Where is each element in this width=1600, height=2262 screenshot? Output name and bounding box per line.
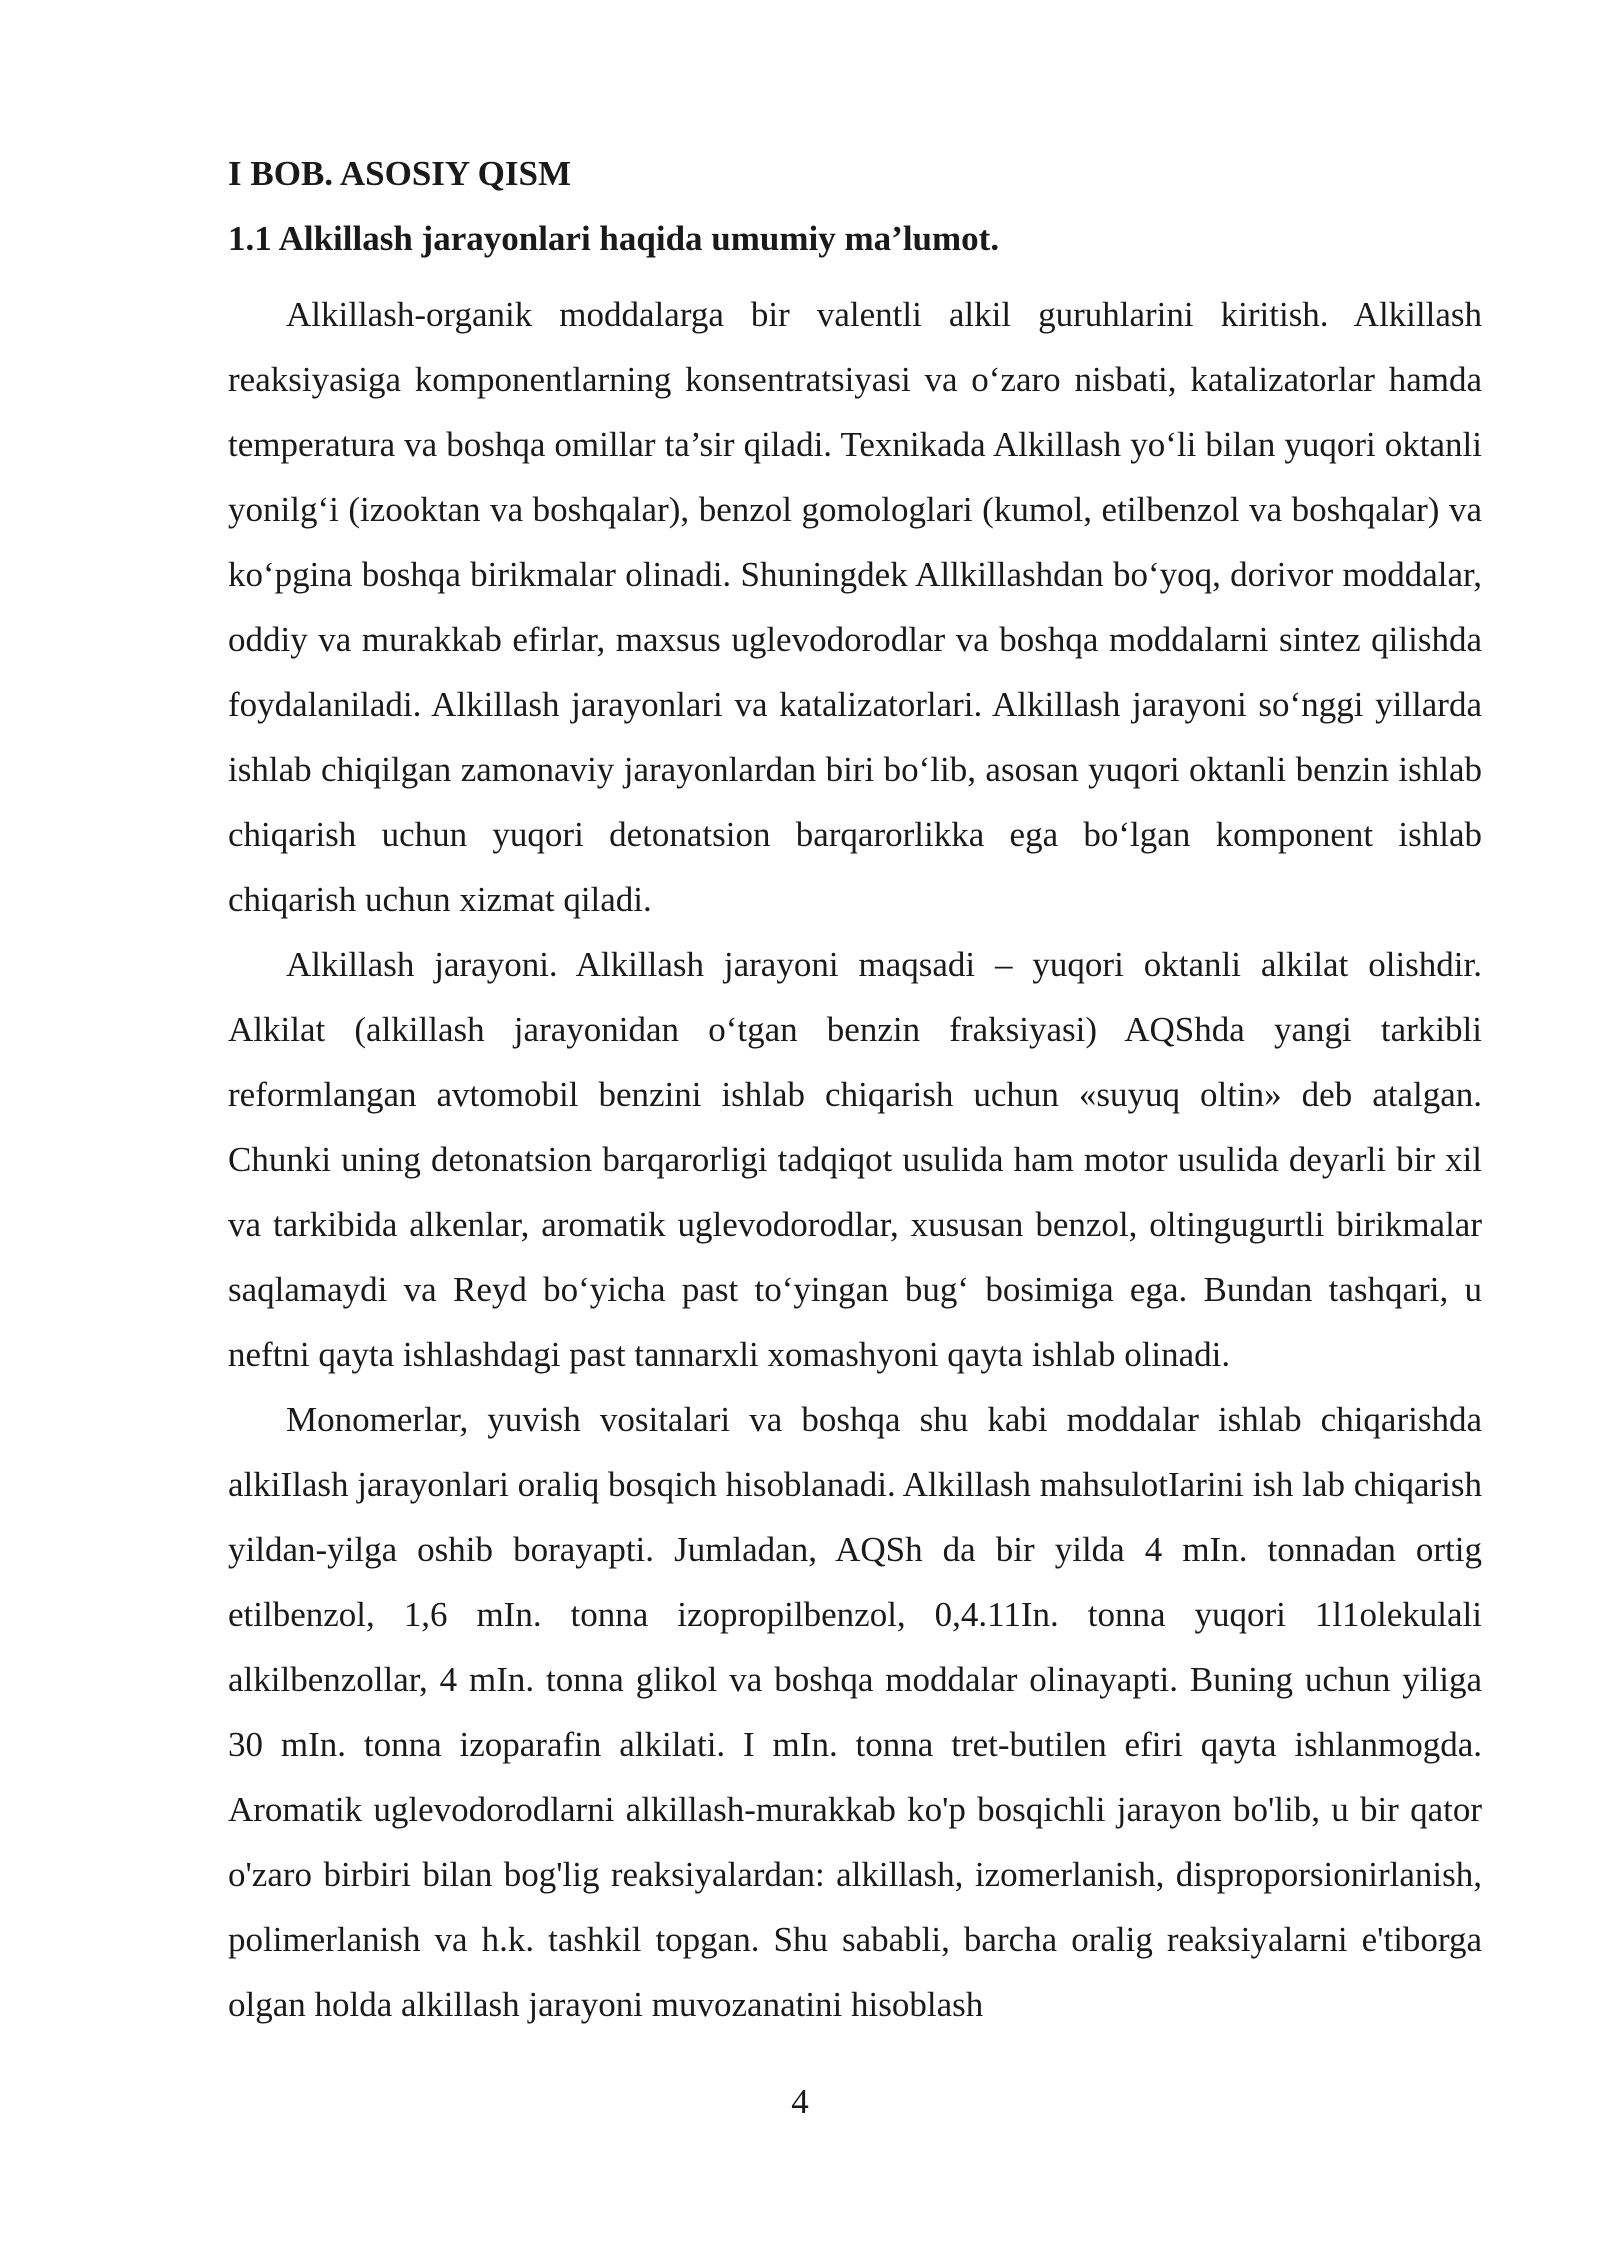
section-title: 1.1 Alkillash jarayonlari haqida umumiy ma’lumot. (228, 219, 1000, 258)
paragraph-3: Monomerlar, yuvish vositalari va boshqa shu kabi moddalar ishlab chiqarishda alkiIlash jarayonlari oraliq bosqich hisoblanadi. Alkillash mahsulotIarini ish lab chiqarish yildan-yilga oshib borayapti. Jumladan, AQSh da bir yilda 4 mIn. tonnadan ortig etilbenzol, 1,6 mIn. tonna izopropilbenzol, 0,4.11In. tonna yuqori 1l1olekulali alkilbenzollar, 4 mIn. tonna glikol va boshqa moddalar olinayapti. Buning uchun yiliga 30 mIn. tonna izoparafin alkilati. I mIn. tonna tret-butilen efiri qayta ishlanmogda. Aromatik uglevodorodlarni alkillash-murakkab ko'p bosqichli jarayon bo'lib, u bir qator o'zaro birbiri bilan bog'lig reaksiyalardan: alkillash, izomerlanish, disproporsionirlanish, polimerlanish va h.k. tashkil topgan. Shu sababli, barcha oralig reaksiyalarni e'tiborga olgan holda alkillash jarayoni muvozanatini hisoblash (228, 1400, 1482, 2024)
page-content (228, 152, 1482, 2037)
paragraph-2: Alkillash jarayoni. Alkillash jarayoni maqsadi – yuqori oktanli alkilat olishdir. Alkilat (alkillash jarayonidan o‘tgan benzin fraksiyasi) AQShda yangi tarkibli reformlangan avtomobil benzini ishlab chiqarish uchun «suyuq oltin» deb atalgan. Chunki uning detonatsion barqarorligi tadqiqot usulida ham motor usulida deyarli bir xil va tarkibida alkenlar, aromatik uglevodorodlar, xususan benzol, oltingugurtli birikmalar saqlamaydi va Reyd bo‘yicha past to‘yingan bug‘ bosimiga ega. Bundan tashqari, u neftni qayta ishlashdagi past tannarxli xomashyoni qayta ishlab olinadi. (228, 945, 1482, 1374)
chapter-title: I BOB. ASOSIY QISM (228, 154, 571, 193)
paragraph-1: Alkillash-organik moddalarga bir valentli alkil guruhlarini kiritish. Alkillash reaksiyasiga komponentlarning konsentratsiyasi va o‘zaro nisbati, katalizatorlar hamda temperatura va boshqa omillar ta’sir qiladi. Texnikada Alkillash yo‘li bilan yuqori oktanli yonilg‘i (izooktan va boshqalar), benzol gomologlari (kumol, etilbenzol va boshqalar) va ko‘pgina boshqa birikmalar olinadi. Shuningdek Allkillashdan bo‘yoq, dorivor moddalar, oddiy va murakkab efirlar, maxsus uglevodorodlar va boshqa moddalarni sintez qilishda foydalaniladi. Alkillash jarayonlari va katalizatorlari. Alkillash jarayoni so‘nggi yillarda ishlab chiqilgan zamonaviy jarayonlardan biri bo‘lib, asosan yuqori oktanli benzin ishlab chiqarish uchun yuqori detonatsion barqarorlikka ega bo‘lgan komponent ishlab chiqarish uchun xizmat qiladi. (228, 295, 1482, 919)
page-number: 4 (791, 2082, 809, 2121)
